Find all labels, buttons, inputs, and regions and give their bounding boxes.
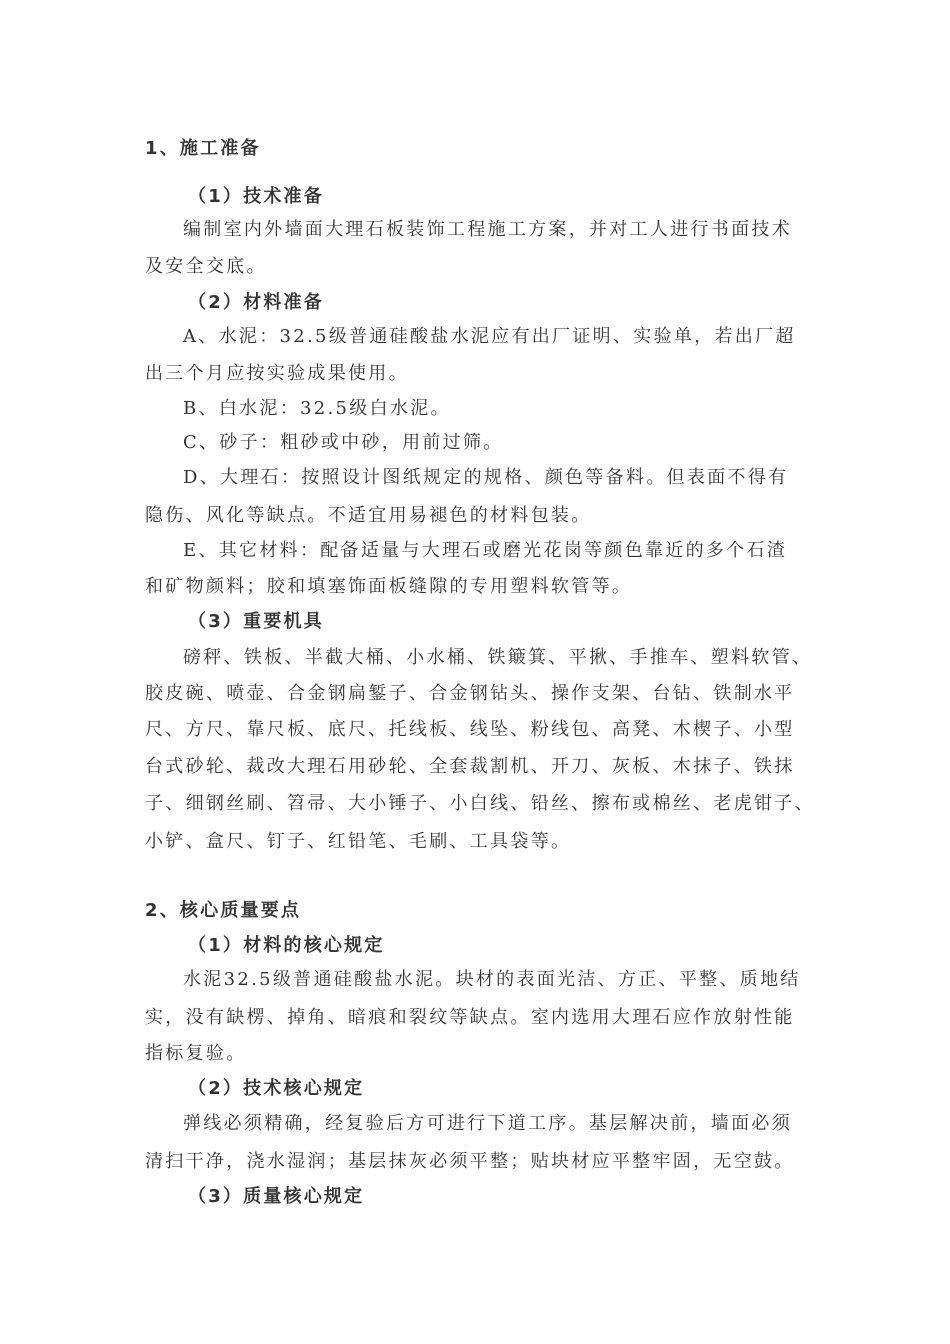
- section-2-heading: 2、核心质量要点: [145, 900, 302, 921]
- paragraph-line: 实，没有缺楞、掉角、暗痕和裂纹等缺点。室内选用大理石应作放射性能: [145, 1007, 795, 1028]
- paragraph-line: 弹线必须精确，经复验后方可进行下道工序。基层解决前，墙面必须: [183, 1113, 792, 1134]
- subsection-main-tools-heading: （3）重要机具: [188, 611, 324, 632]
- paragraph-line: 台式砂轮、裁改大理石用砂轮、全套裁割机、开刀、灰板、木抹子、铁抹: [145, 756, 795, 777]
- paragraph-line: C、砂子：粗砂或中砂，用前过筛。: [183, 432, 504, 453]
- paragraph-line: 清扫干净，浇水湿润；基层抹灰必须平整；贴块材应平整牢固，无空鼓。: [145, 1151, 795, 1172]
- paragraph-line: D、大理石：按照设计图纸规定的规格、颜色等备料。但表面不得有: [183, 467, 789, 488]
- paragraph-line: 尺、方尺、靠尺板、底尺、托线板、线坠、粉线包、高凳、木楔子、小型: [145, 719, 795, 740]
- paragraph-line: 水泥32.5级普通硅酸盐水泥。块材的表面光洁、方正、平整、质地结: [183, 969, 801, 990]
- paragraph-line: 指标复验。: [145, 1043, 247, 1064]
- paragraph-line: 和矿物颜料；胶和填塞饰面板缝隙的专用塑料软管等。: [145, 576, 633, 597]
- paragraph-line: 子、细钢丝刷、笤帚、大小锤子、小白线、铅丝、擦布或棉丝、老虎钳子、: [145, 793, 815, 814]
- section-1-heading: 1、施工准备: [145, 138, 261, 159]
- paragraph-line: 及安全交底。: [145, 256, 267, 277]
- paragraph-line: 隐伤、风化等缺点。不适宜用易褪色的材料包装。: [145, 505, 592, 526]
- paragraph-line: B、白水泥：32.5级白水泥。: [183, 398, 451, 419]
- paragraph-line: 小铲、盒尺、钉子、红铅笔、毛刷、工具袋等。: [145, 831, 572, 852]
- subsection-material-rules-heading: （1）材料的核心规定: [188, 935, 385, 956]
- paragraph-line: 磅秤、铁板、半截大桶、小水桶、铁簸箕、平揪、手推车、塑料软管、: [183, 647, 813, 668]
- paragraph-line: A、水泥：32.5级普通硅酸盐水泥应有出厂证明、实验单，若出厂超: [183, 326, 796, 347]
- paragraph-line: 胶皮碗、喷壶、合金钢扁錾子、合金钢钻头、操作支架、台钻、铁制水平: [145, 683, 795, 704]
- subsection-technical-rules-heading: （2）技术核心规定: [188, 1078, 365, 1099]
- paragraph-line: 出三个月应按实验成果使用。: [145, 363, 409, 384]
- paragraph-line: E、其它材料：配备适量与大理石或磨光花岗等颜色靠近的多个石渣: [183, 540, 788, 561]
- subsection-technical-prep-heading: （1）技术准备: [188, 186, 324, 207]
- subsection-quality-rules-heading: （3）质量核心规定: [188, 1186, 365, 1207]
- subsection-material-prep-heading: （2）材料准备: [188, 292, 324, 313]
- paragraph-line: 编制室内外墙面大理石板装饰工程施工方案，并对工人进行书面技术: [183, 219, 792, 240]
